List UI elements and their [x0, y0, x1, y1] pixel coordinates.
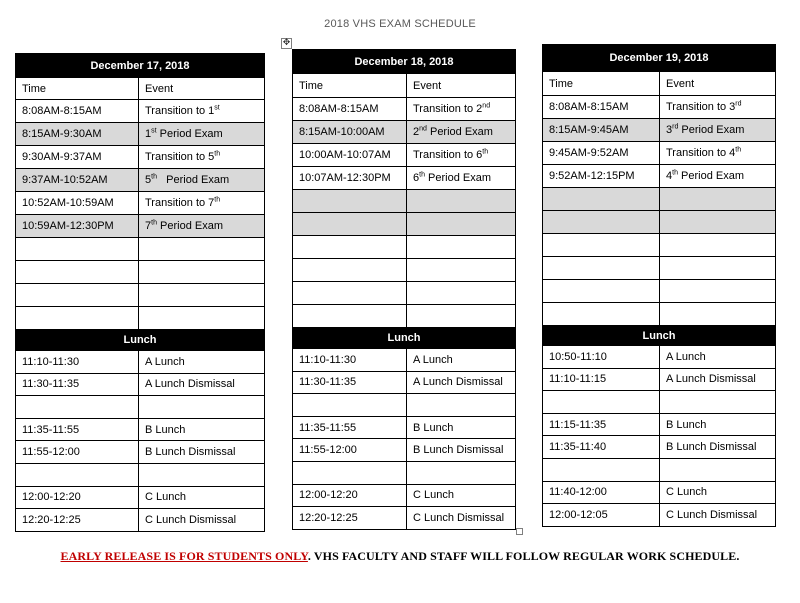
event-ordinal-suffix: th	[672, 169, 678, 177]
cell-event	[660, 458, 776, 481]
cell-event: A Lunch Dismissal	[139, 373, 265, 396]
event-text-after: Period Exam	[156, 220, 223, 232]
cell-time: 8:08AM-8:15AM	[293, 98, 407, 121]
cell-event	[660, 234, 776, 257]
cell-event	[139, 307, 265, 330]
event-ordinal-suffix: th	[482, 148, 489, 156]
event-text: Transition to 4	[666, 147, 736, 159]
lunch-row	[16, 441, 265, 464]
cell-time: 8:15AM-10:00AM	[293, 121, 407, 144]
cell-time: 12:20-12:25	[16, 509, 139, 532]
lunch-header: Lunch	[543, 326, 776, 346]
cell-time: 9:30AM-9:37AM	[16, 146, 139, 169]
cell-time	[543, 257, 660, 280]
table-row	[543, 96, 776, 119]
cell-time: 11:30-11:35	[293, 371, 407, 394]
cell-event	[407, 167, 516, 190]
lunch-row	[543, 391, 776, 414]
table-row	[543, 165, 776, 188]
table-row	[16, 100, 265, 123]
table-row	[16, 261, 265, 284]
cell-event: B Lunch	[139, 418, 265, 441]
event-ordinal-suffix: nd	[482, 102, 491, 110]
lunch-row	[16, 463, 265, 486]
cell-time	[293, 236, 407, 259]
table-row	[293, 144, 516, 167]
table-row	[293, 167, 516, 190]
cell-time	[293, 394, 407, 417]
event-text: Transition to 5	[145, 151, 215, 163]
cell-event	[407, 190, 516, 213]
lunch-header: Lunch	[293, 328, 516, 349]
cell-event: A Lunch	[660, 346, 776, 369]
column-header-time: Time	[543, 72, 660, 96]
column-header-event: Event	[139, 78, 265, 100]
cell-event	[407, 121, 516, 144]
cell-event	[407, 213, 516, 236]
cell-time: 11:10-11:30	[16, 351, 139, 374]
lunch-row	[543, 413, 776, 436]
event-text: 3	[666, 124, 673, 136]
cell-time: 8:08AM-8:15AM	[16, 100, 139, 123]
early-release-notice: EARLY RELEASE IS FOR STUDENTS ONLY	[60, 549, 308, 563]
lunch-row	[293, 371, 516, 394]
table-row	[293, 259, 516, 282]
lunch-row	[16, 373, 265, 396]
cell-event: B Lunch Dismissal	[407, 439, 516, 462]
table-row	[543, 280, 776, 303]
event-text-after: Period Exam	[677, 170, 744, 182]
cell-time	[293, 190, 407, 213]
cell-event	[139, 463, 265, 486]
cell-event	[407, 394, 516, 417]
footer-notice	[0, 549, 800, 564]
cell-time: 12:20-12:25	[293, 507, 407, 530]
table-row	[293, 305, 516, 328]
faculty-notice: . VHS FACULTY AND STAFF WILL FOLLOW REGULAR WORK SCHEDULE.	[307, 549, 740, 563]
cell-event	[660, 280, 776, 303]
table-date-header: December 19, 2018	[543, 45, 776, 72]
cell-event	[139, 238, 265, 261]
cell-time	[16, 261, 139, 284]
table-row	[293, 236, 516, 259]
lunch-row	[293, 394, 516, 417]
lunch-row	[293, 349, 516, 372]
cell-event	[660, 188, 776, 211]
event-ordinal-suffix: th	[151, 219, 157, 227]
event-ordinal-suffix: rd	[672, 123, 679, 131]
lunch-row	[293, 461, 516, 484]
cell-event: C Lunch Dismissal	[407, 507, 516, 530]
cell-event	[407, 282, 516, 305]
event-ordinal-suffix: th	[735, 146, 742, 154]
lunch-row	[293, 416, 516, 439]
table-row	[543, 188, 776, 211]
cell-time	[293, 282, 407, 305]
lunch-row	[16, 486, 265, 509]
table-row	[293, 190, 516, 213]
table-row	[16, 284, 265, 307]
column-header-time: Time	[293, 74, 407, 98]
table-row	[16, 307, 265, 330]
cell-event	[139, 215, 265, 238]
cell-event: A Lunch	[407, 349, 516, 372]
lunch-row	[16, 509, 265, 532]
cell-event: C Lunch	[139, 486, 265, 509]
cell-event	[139, 284, 265, 307]
table-row	[293, 98, 516, 121]
cell-event	[139, 192, 265, 215]
cell-event: C Lunch	[660, 481, 776, 504]
event-text-after: Period Exam	[424, 172, 491, 184]
cell-event	[139, 169, 265, 192]
lunch-row	[543, 504, 776, 527]
cell-time: 11:35-11:55	[293, 416, 407, 439]
cell-time: 8:08AM-8:15AM	[543, 96, 660, 119]
cell-event: B Lunch Dismissal	[660, 436, 776, 459]
event-ordinal-suffix: nd	[419, 125, 427, 133]
lunch-header: Lunch	[16, 330, 265, 351]
event-text: 6	[413, 172, 420, 184]
cell-time: 11:35-11:40	[543, 436, 660, 459]
cell-time: 11:15-11:35	[543, 413, 660, 436]
cell-event	[407, 461, 516, 484]
table-row	[543, 257, 776, 280]
lunch-row	[543, 368, 776, 391]
cell-time	[543, 458, 660, 481]
cell-time: 8:15AM-9:30AM	[16, 123, 139, 146]
schedule-table-dec-19	[542, 44, 776, 527]
cell-event	[660, 391, 776, 414]
cell-time	[293, 213, 407, 236]
table-resize-handle[interactable]	[516, 528, 523, 535]
cell-time	[16, 307, 139, 330]
cell-event	[407, 236, 516, 259]
table-row	[16, 192, 265, 215]
cell-time	[543, 391, 660, 414]
cell-event	[139, 146, 265, 169]
event-text-after: Period Exam	[156, 174, 230, 186]
cell-time	[16, 284, 139, 307]
cell-time	[543, 188, 660, 211]
event-text: 5	[145, 174, 152, 186]
cell-time: 11:55-12:00	[16, 441, 139, 464]
cell-event: B Lunch Dismissal	[139, 441, 265, 464]
schedule-table-dec-17	[15, 53, 265, 532]
cell-time: 12:00-12:20	[293, 484, 407, 507]
table-row	[16, 238, 265, 261]
table-row	[16, 146, 265, 169]
cell-event	[407, 305, 516, 328]
cell-time	[16, 238, 139, 261]
table-row	[543, 234, 776, 257]
cell-time	[293, 461, 407, 484]
event-text: Transition to 1	[145, 105, 215, 117]
cell-time: 10:59AM-12:30PM	[16, 215, 139, 238]
cell-event	[139, 100, 265, 123]
table-row	[16, 123, 265, 146]
event-ordinal-suffix: th	[151, 173, 157, 181]
event-ordinal-suffix: th	[214, 196, 221, 204]
cell-event	[139, 396, 265, 419]
event-text: Transition to 6	[413, 149, 483, 161]
lunch-row	[293, 507, 516, 530]
cell-time: 10:00AM-10:07AM	[293, 144, 407, 167]
cell-event	[660, 257, 776, 280]
cell-event: C Lunch Dismissal	[139, 509, 265, 532]
table-date-header: December 17, 2018	[16, 54, 265, 78]
cell-event	[139, 261, 265, 284]
table-row	[16, 215, 265, 238]
cell-event	[660, 211, 776, 234]
cell-time	[16, 463, 139, 486]
event-text-after: Period Exam	[426, 126, 493, 138]
cell-event	[660, 96, 776, 119]
schedule-table-dec-18	[292, 49, 516, 530]
event-ordinal-suffix: th	[214, 150, 221, 158]
cell-time	[293, 259, 407, 282]
cell-time	[543, 280, 660, 303]
cell-event	[660, 165, 776, 188]
cell-time	[16, 396, 139, 419]
cell-event: A Lunch Dismissal	[660, 368, 776, 391]
cell-time: 9:37AM-10:52AM	[16, 169, 139, 192]
cell-time: 11:10-11:15	[543, 368, 660, 391]
cell-time: 11:55-12:00	[293, 439, 407, 462]
table-move-handle-icon[interactable]: ✥	[282, 38, 291, 48]
cell-time: 11:35-11:55	[16, 418, 139, 441]
table-row	[293, 121, 516, 144]
event-text: Transition to 2	[413, 103, 483, 115]
cell-time: 11:10-11:30	[293, 349, 407, 372]
event-ordinal-suffix: st	[214, 104, 220, 112]
cell-time: 12:00-12:20	[16, 486, 139, 509]
event-text: 1	[145, 128, 152, 140]
cell-event: A Lunch	[139, 351, 265, 374]
lunch-row	[16, 351, 265, 374]
table-row	[543, 303, 776, 326]
cell-time	[543, 234, 660, 257]
cell-time: 11:40-12:00	[543, 481, 660, 504]
cell-time	[543, 303, 660, 326]
lunch-row	[543, 346, 776, 369]
cell-time: 9:52AM-12:15PM	[543, 165, 660, 188]
cell-time: 8:15AM-9:45AM	[543, 119, 660, 142]
table-row	[293, 213, 516, 236]
cell-time: 11:30-11:35	[16, 373, 139, 396]
lunch-row	[16, 418, 265, 441]
event-text: 4	[666, 170, 673, 182]
lunch-row	[16, 396, 265, 419]
cell-event: B Lunch	[660, 413, 776, 436]
cell-time: 10:07AM-12:30PM	[293, 167, 407, 190]
event-text: Transition to 3	[666, 101, 736, 113]
cell-event	[407, 144, 516, 167]
cell-event	[660, 119, 776, 142]
cell-event: A Lunch Dismissal	[407, 371, 516, 394]
column-header-event: Event	[407, 74, 516, 98]
table-row	[16, 169, 265, 192]
cell-time	[543, 211, 660, 234]
event-text: 7	[145, 220, 152, 232]
lunch-row	[543, 436, 776, 459]
lunch-row	[543, 458, 776, 481]
event-text-after: Period Exam	[678, 124, 745, 136]
event-text: Transition to 7	[145, 197, 215, 209]
event-ordinal-suffix: rd	[735, 100, 742, 108]
cell-event	[407, 98, 516, 121]
cell-event	[407, 259, 516, 282]
cell-time: 12:00-12:05	[543, 504, 660, 527]
event-ordinal-suffix: th	[419, 171, 425, 179]
cell-event: B Lunch	[407, 416, 516, 439]
cell-time: 10:52AM-10:59AM	[16, 192, 139, 215]
event-text: 2	[413, 126, 420, 138]
cell-event: C Lunch	[407, 484, 516, 507]
lunch-row	[543, 481, 776, 504]
lunch-row	[293, 484, 516, 507]
table-date-header: December 18, 2018	[293, 50, 516, 74]
lunch-row	[293, 439, 516, 462]
event-text-after: Period Exam	[156, 128, 223, 140]
table-row	[543, 211, 776, 234]
cell-time	[293, 305, 407, 328]
cell-time: 10:50-11:10	[543, 346, 660, 369]
page-title: 2018 VHS EXAM SCHEDULE	[324, 18, 476, 30]
table-row	[293, 282, 516, 305]
cell-time: 9:45AM-9:52AM	[543, 142, 660, 165]
table-row	[543, 142, 776, 165]
event-ordinal-suffix: st	[151, 127, 157, 135]
cell-event: C Lunch Dismissal	[660, 504, 776, 527]
column-header-time: Time	[16, 78, 139, 100]
cell-event	[660, 303, 776, 326]
table-row	[543, 119, 776, 142]
column-header-event: Event	[660, 72, 776, 96]
cell-event	[139, 123, 265, 146]
cell-event	[660, 142, 776, 165]
